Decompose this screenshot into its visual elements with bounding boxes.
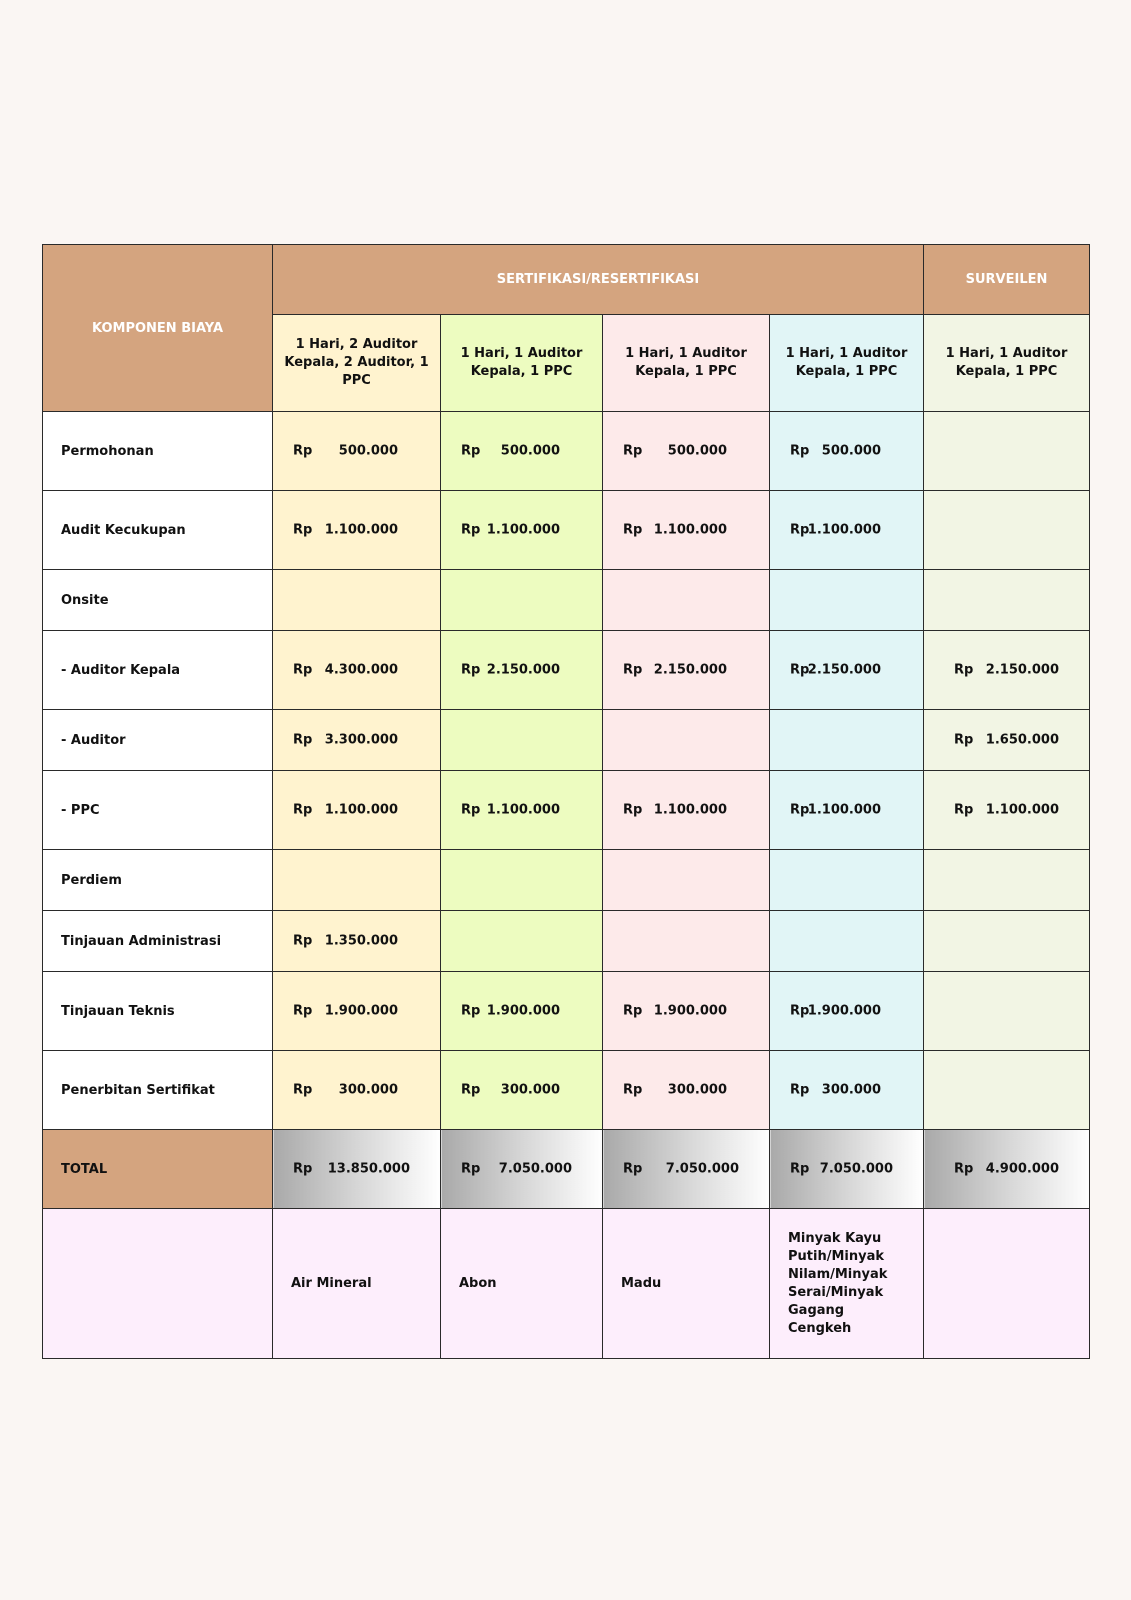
total-row <box>43 1130 1090 1209</box>
amount-value: 2.150.000 <box>807 662 881 678</box>
cost-cell <box>603 570 770 631</box>
currency-label: Rp <box>790 522 810 538</box>
row-label: - Auditor <box>43 710 273 771</box>
table-row <box>43 911 1090 972</box>
currency-label: Rp <box>461 522 481 538</box>
cost-cell <box>441 412 603 491</box>
currency-label: Rp <box>623 443 643 459</box>
amount-value: 1.100.000 <box>807 802 881 818</box>
cost-cell <box>273 972 441 1051</box>
column-header: 1 Hari, 1 Auditor Kepala, 1 PPC <box>770 315 924 412</box>
currency-label: Rp <box>293 1161 313 1177</box>
amount-value: 1.100.000 <box>486 802 560 818</box>
cost-cell <box>273 412 441 491</box>
cost-cell <box>770 1051 924 1130</box>
amount-value: 1.650.000 <box>985 732 1059 748</box>
currency-label: Rp <box>293 522 313 538</box>
row-label: Onsite <box>43 570 273 631</box>
cost-cell <box>770 850 924 911</box>
cost-cell <box>603 1051 770 1130</box>
row-label: - Auditor Kepala <box>43 631 273 710</box>
column-header: 1 Hari, 1 Auditor Kepala, 1 PPC <box>924 315 1090 412</box>
cost-cell <box>603 850 770 911</box>
product-cell: Minyak Kayu Putih/Minyak Nilam/Minyak Serai/Minyak Gagang Cengkeh <box>770 1209 924 1359</box>
cost-cell <box>441 631 603 710</box>
cost-cell <box>770 491 924 570</box>
product-cell <box>924 1209 1090 1359</box>
amount-value: 1.900.000 <box>807 1003 881 1019</box>
currency-label: Rp <box>293 802 313 818</box>
currency-label: Rp <box>461 1003 481 1019</box>
currency-label: Rp <box>790 1082 810 1098</box>
total-cell <box>273 1130 441 1209</box>
cost-cell <box>770 911 924 972</box>
cost-cell <box>441 972 603 1051</box>
amount-value: 1.350.000 <box>324 933 398 949</box>
table-row <box>43 972 1090 1051</box>
amount-value: 1.100.000 <box>653 522 727 538</box>
amount-value: 1.100.000 <box>486 522 560 538</box>
row-label: Permohonan <box>43 412 273 491</box>
table-row <box>43 491 1090 570</box>
amount-value: 2.150.000 <box>985 662 1059 678</box>
cost-cell <box>273 771 441 850</box>
amount-value: 300.000 <box>338 1082 398 1098</box>
total-value: 13.850.000 <box>327 1161 410 1177</box>
currency-label: Rp <box>623 522 643 538</box>
currency-label: Rp <box>790 1161 810 1177</box>
currency-label: Rp <box>790 443 810 459</box>
cost-cell <box>441 710 603 771</box>
cost-cell <box>441 570 603 631</box>
cost-cell <box>273 911 441 972</box>
amount-value: 4.300.000 <box>324 662 398 678</box>
amount-value: 2.150.000 <box>653 662 727 678</box>
row-label: Perdiem <box>43 850 273 911</box>
cost-cell <box>273 850 441 911</box>
cost-cell <box>273 710 441 771</box>
amount-value: 500.000 <box>821 443 881 459</box>
currency-label: Rp <box>954 662 974 678</box>
column-header: 1 Hari, 2 Auditor Kepala, 2 Auditor, 1 PPC <box>273 315 441 412</box>
row-label: Tinjauan Administrasi <box>43 911 273 972</box>
amount-value: 1.900.000 <box>653 1003 727 1019</box>
cost-cell <box>924 710 1090 771</box>
amount-value: 1.900.000 <box>486 1003 560 1019</box>
cost-cell <box>603 771 770 850</box>
table-row <box>43 570 1090 631</box>
cost-cell <box>924 631 1090 710</box>
currency-label: Rp <box>293 443 313 459</box>
currency-label: Rp <box>790 1003 810 1019</box>
row-label: Audit Kecukupan <box>43 491 273 570</box>
currency-label: Rp <box>293 1082 313 1098</box>
table-row <box>43 412 1090 491</box>
total-cell <box>924 1130 1090 1209</box>
cost-cell <box>924 771 1090 850</box>
currency-label: Rp <box>461 1082 481 1098</box>
cost-cell <box>924 911 1090 972</box>
total-cell <box>603 1130 770 1209</box>
cost-cell <box>603 972 770 1051</box>
cost-cell <box>924 1051 1090 1130</box>
currency-label: Rp <box>623 1003 643 1019</box>
currency-label: Rp <box>293 1003 313 1019</box>
table-row <box>43 1051 1090 1130</box>
cost-cell <box>770 631 924 710</box>
cost-cell <box>924 491 1090 570</box>
currency-label: Rp <box>461 1161 481 1177</box>
amount-value: 300.000 <box>667 1082 727 1098</box>
currency-label: Rp <box>461 443 481 459</box>
row-label: Penerbitan Sertifikat <box>43 1051 273 1130</box>
cost-cell <box>603 412 770 491</box>
cost-cell <box>770 412 924 491</box>
currency-label: Rp <box>623 1082 643 1098</box>
cost-cell <box>441 491 603 570</box>
total-value: 7.050.000 <box>819 1161 893 1177</box>
products-row <box>43 1209 1090 1359</box>
currency-label: Rp <box>293 662 313 678</box>
currency-label: Rp <box>461 802 481 818</box>
amount-value: 1.100.000 <box>324 522 398 538</box>
total-value: 7.050.000 <box>665 1161 739 1177</box>
currency-label: Rp <box>623 802 643 818</box>
table-row <box>43 771 1090 850</box>
cost-cell <box>273 570 441 631</box>
cost-cell <box>441 911 603 972</box>
currency-label: Rp <box>790 662 810 678</box>
row-label: Tinjauan Teknis <box>43 972 273 1051</box>
table-row <box>43 710 1090 771</box>
total-value: 4.900.000 <box>985 1161 1059 1177</box>
total-cell <box>441 1130 603 1209</box>
amount-value: 500.000 <box>667 443 727 459</box>
column-header: 1 Hari, 1 Auditor Kepala, 1 PPC <box>441 315 603 412</box>
cost-cell <box>603 631 770 710</box>
currency-label: Rp <box>293 732 313 748</box>
currency-label: Rp <box>623 662 643 678</box>
currency-label: Rp <box>623 1161 643 1177</box>
amount-value: 300.000 <box>821 1082 881 1098</box>
cost-cell <box>273 491 441 570</box>
komponen-biaya-header: KOMPONEN BIAYA <box>43 245 273 412</box>
product-cell: Abon <box>441 1209 603 1359</box>
product-cell: Air Mineral <box>273 1209 441 1359</box>
amount-value: 1.100.000 <box>807 522 881 538</box>
cost-cell <box>273 1051 441 1130</box>
cost-cell <box>924 412 1090 491</box>
total-value: 7.050.000 <box>498 1161 572 1177</box>
amount-value: 3.300.000 <box>324 732 398 748</box>
products-row-label <box>43 1209 273 1359</box>
column-header: 1 Hari, 1 Auditor Kepala, 1 PPC <box>603 315 770 412</box>
amount-value: 1.100.000 <box>985 802 1059 818</box>
table-row <box>43 631 1090 710</box>
currency-label: Rp <box>293 933 313 949</box>
cost-cell <box>770 972 924 1051</box>
cost-cell <box>273 631 441 710</box>
cost-cell <box>770 771 924 850</box>
amount-value: 2.150.000 <box>486 662 560 678</box>
amount-value: 500.000 <box>338 443 398 459</box>
cost-cell <box>770 570 924 631</box>
total-label: TOTAL <box>43 1130 273 1209</box>
cost-cell <box>924 972 1090 1051</box>
amount-value: 1.900.000 <box>324 1003 398 1019</box>
currency-label: Rp <box>790 802 810 818</box>
cost-cell <box>603 911 770 972</box>
cost-cell <box>603 710 770 771</box>
table-row <box>43 850 1090 911</box>
currency-label: Rp <box>954 802 974 818</box>
cost-cell <box>441 850 603 911</box>
row-label: - PPC <box>43 771 273 850</box>
cost-table <box>42 244 1090 1359</box>
currency-label: Rp <box>954 1161 974 1177</box>
total-cell <box>770 1130 924 1209</box>
cost-cell <box>924 570 1090 631</box>
cost-cell <box>770 710 924 771</box>
amount-value: 1.100.000 <box>324 802 398 818</box>
cost-cell <box>924 850 1090 911</box>
currency-label: Rp <box>461 662 481 678</box>
currency-label: Rp <box>954 732 974 748</box>
cost-cell <box>603 491 770 570</box>
amount-value: 300.000 <box>500 1082 560 1098</box>
product-cell: Madu <box>603 1209 770 1359</box>
sertifikasi-header: SERTIFIKASI/RESERTIFIKASI <box>273 245 924 315</box>
surveilen-header: SURVEILEN <box>924 245 1090 315</box>
amount-value: 1.100.000 <box>653 802 727 818</box>
cost-cell <box>441 771 603 850</box>
cost-cell <box>441 1051 603 1130</box>
amount-value: 500.000 <box>500 443 560 459</box>
